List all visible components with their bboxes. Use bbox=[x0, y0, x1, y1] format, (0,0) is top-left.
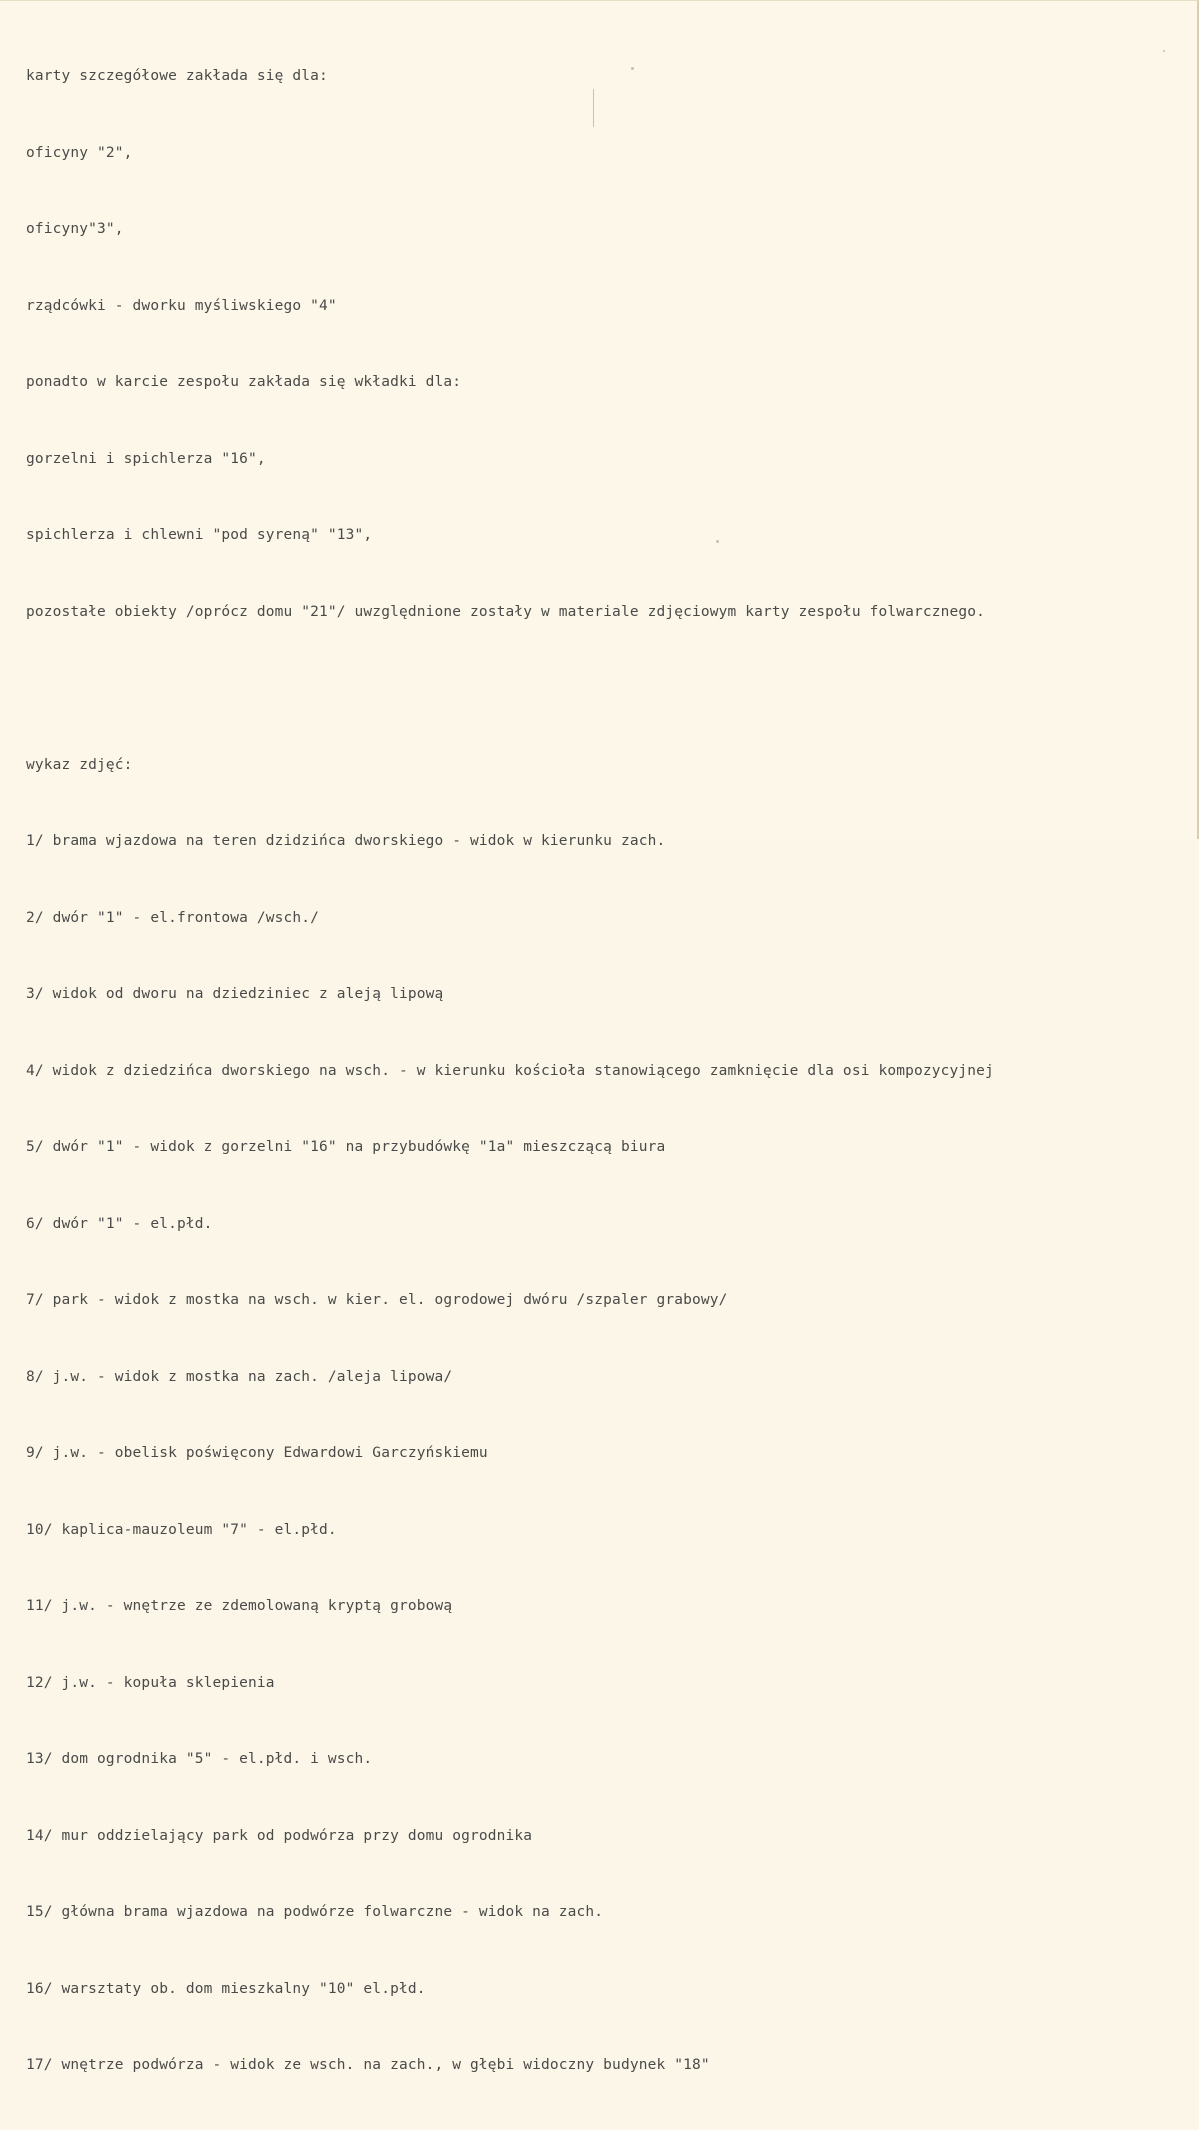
intro-line: karty szczegółowe zakłada się dla: bbox=[26, 68, 328, 84]
photo-list-item: 6/ dwór "1" - el.płd. bbox=[26, 1215, 213, 1232]
photo-list-heading: wykaz zdjęć: bbox=[26, 756, 133, 773]
intro-line: rządcówki - dworku myśliwskiego "4" bbox=[26, 297, 337, 314]
intro-line: oficyny"3", bbox=[26, 221, 124, 237]
photo-list-item: 11/ j.w. - wnętrze ze zdemolowaną kryptą grobową bbox=[26, 1598, 453, 1614]
intro-line: pozostałe obiekty /oprócz domu "21"/ uwzględnione zostały w materiale zdjęciowym karty zespołu folwarcznego. bbox=[26, 603, 986, 620]
photo-list-item: 15/ główna brama wjazdowa na podwórze folwarczne - widok na zach. bbox=[26, 1904, 604, 1920]
intro-line: ponadto w karcie zespołu zakłada się wkładki dla: bbox=[26, 374, 462, 390]
photo-list-item: 9/ j.w. - obelisk poświęcony Edwardowi Garczyńskiemu bbox=[26, 1445, 488, 1461]
photo-list-item: 16/ warsztaty ob. dom mieszkalny "10" el.płd. bbox=[26, 1980, 426, 1997]
photo-list-item: 14/ mur oddzielający park od podwórza przy domu ogrodnika bbox=[26, 1827, 533, 1844]
photo-list-item: 17/ wnętrze podwórza - widok ze wsch. na zach., w głębi widoczny budynek "18" bbox=[26, 2057, 710, 2073]
photo-list-item: 13/ dom ogrodnika "5" - el.płd. i wsch. bbox=[26, 1751, 373, 1767]
intro-line: spichlerza i chlewni "pod syreną" "13", bbox=[26, 527, 373, 543]
photo-list-item: 3/ widok od dworu na dziedziniec z aleją lipową bbox=[26, 986, 444, 1002]
photo-list-item: 2/ dwór "1" - el.frontowa /wsch./ bbox=[26, 909, 320, 926]
photo-list-item: 7/ park - widok z mostka na wsch. w kier. el. ogrodowej dwóru /szpaler grabowy/ bbox=[26, 1292, 728, 1308]
photo-list-item: 4/ widok z dziedzińca dworskiego na wsch. - w kierunku kościoła stanowiącego zamknięcie dla osi kompozycyjnej bbox=[26, 1062, 994, 1079]
photo-list-item: 8/ j.w. - widok z mostka na zach. /aleja lipowa/ bbox=[26, 1368, 453, 1385]
intro-line: gorzelni i spichlerza "16", bbox=[26, 450, 266, 467]
photo-list-item: 5/ dwór "1" - widok z gorzelni "16" na przybudówkę "1a" mieszczącą biura bbox=[26, 1139, 666, 1155]
photo-list-item: 12/ j.w. - kopuła sklepienia bbox=[26, 1674, 275, 1691]
intro-line: oficyny "2", bbox=[26, 144, 133, 161]
photo-list-item: 10/ kaplica-mauzoleum "7" - el.płd. bbox=[26, 1521, 337, 1538]
document-text bbox=[26, 13, 1186, 2130]
photo-list-item: 1/ brama wjazdowa na teren dzidzińca dworskiego - widok w kierunku zach. bbox=[26, 833, 666, 849]
blank-line bbox=[26, 676, 1186, 702]
